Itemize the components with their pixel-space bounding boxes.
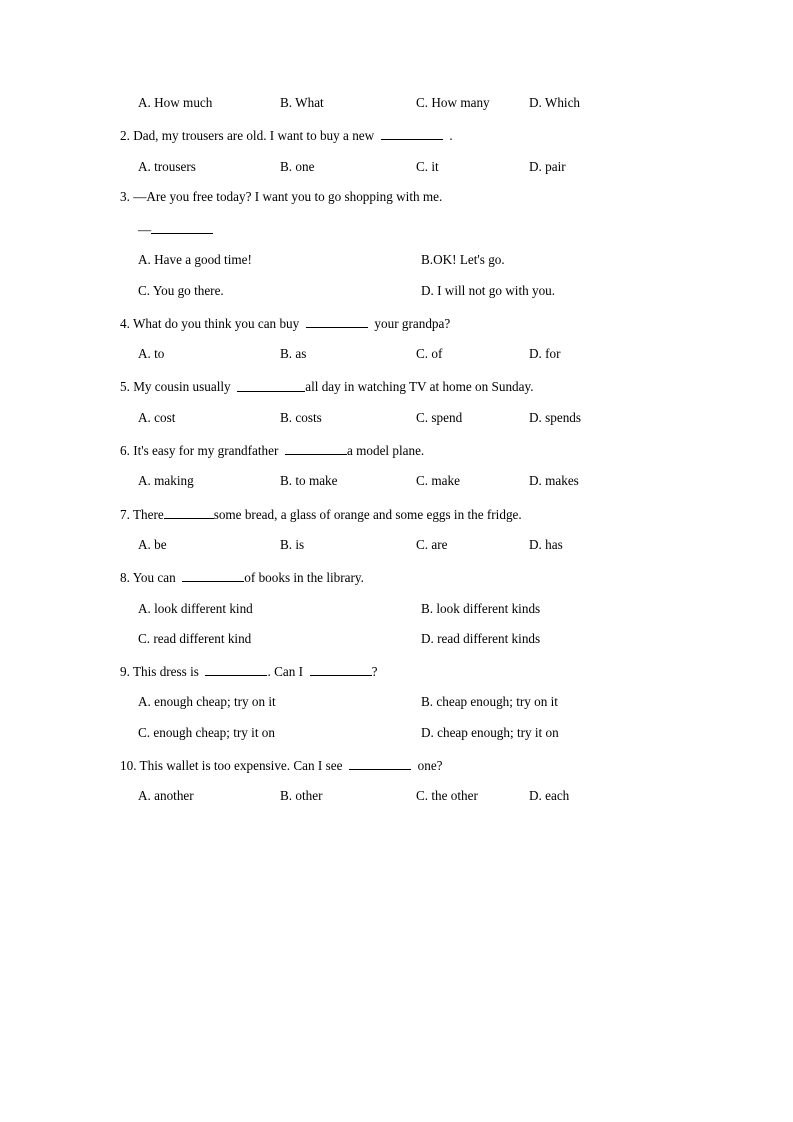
question-6-options [120, 474, 680, 487]
question-5-text-after: all day in watching TV at home on Sunday. [305, 379, 534, 395]
question-9-options-row-2 [120, 726, 680, 739]
question-3-stem [120, 190, 680, 203]
question-4-stem [120, 314, 680, 330]
question-7-text-after: some bread, a glass of orange and some eggs in the fridge. [213, 506, 522, 522]
option-a[interactable]: A. be [138, 536, 167, 552]
option-c[interactable]: C. read different kind [138, 630, 252, 646]
question-8-options-row-1 [120, 602, 680, 615]
question-7-blank[interactable] [164, 505, 214, 519]
option-b[interactable]: B. costs [280, 409, 322, 425]
question-3-answer-line [120, 220, 680, 236]
question-6-stem [120, 441, 680, 457]
option-b[interactable]: B. other [280, 788, 323, 804]
question-5-options [120, 411, 680, 424]
question-7-options [120, 538, 680, 551]
question-8-text-after: of books in the library. [244, 570, 364, 586]
option-d[interactable]: D. each [529, 788, 570, 804]
question-8-options-row-2 [120, 632, 680, 645]
option-a[interactable]: A. look different kind [138, 600, 253, 616]
option-c[interactable]: C. spend [416, 409, 463, 425]
question-6-text-after: a model plane. [346, 443, 425, 459]
question-9-text-middle: . Can I [267, 664, 304, 680]
question-3-text: 3. —Are you free today? I want you to go shopping with me. [120, 188, 443, 204]
option-a[interactable]: A. enough cheap; try on it [138, 694, 276, 710]
option-d[interactable]: D. cheap enough; try it on [421, 724, 559, 740]
option-c[interactable]: C. of [416, 346, 443, 362]
question-5-stem [120, 377, 680, 393]
question-3-blank[interactable] [151, 220, 213, 234]
question-10-text-before: 10. This wallet is too expensive. Can I see [120, 757, 343, 773]
question-10-options [120, 789, 680, 802]
option-c[interactable]: C. enough cheap; try it on [138, 724, 275, 740]
option-d[interactable]: D. pair [529, 158, 566, 174]
question-10-text-after: one? [417, 757, 443, 773]
option-a[interactable]: A. another [138, 788, 194, 804]
question-4-blank[interactable] [306, 314, 368, 328]
question-9-options-row-1 [120, 695, 680, 708]
option-b[interactable]: B. one [280, 158, 315, 174]
option-d[interactable]: D. has [529, 536, 563, 552]
question-10-blank[interactable] [349, 756, 411, 770]
question-9-blank-1[interactable] [205, 662, 267, 676]
question-6-blank[interactable] [285, 441, 347, 455]
option-a[interactable]: A. to [138, 346, 165, 362]
option-b[interactable]: B. to make [280, 473, 338, 489]
option-b[interactable]: B. What [280, 95, 324, 110]
question-9-blank-2[interactable] [310, 662, 372, 676]
option-a[interactable]: A. trousers [138, 158, 196, 174]
question-8-text-before: 8. You can [120, 570, 176, 586]
option-d[interactable]: D. spends [529, 409, 582, 425]
option-b[interactable]: B. look different kinds [421, 600, 541, 616]
option-c[interactable]: C. make [416, 473, 460, 489]
question-3-options-row-2 [120, 284, 680, 297]
option-b[interactable]: B.OK! Let's go. [421, 252, 505, 268]
question-6-text-before: 6. It's easy for my grandfather [120, 443, 279, 459]
question-5-text-before: 5. My cousin usually [120, 379, 231, 395]
question-8-stem [120, 568, 680, 584]
question-2-stem [120, 126, 680, 142]
question-1-options [120, 96, 680, 109]
question-5-blank[interactable] [237, 377, 305, 391]
option-d[interactable]: D. makes [529, 473, 579, 489]
question-2-blank[interactable] [381, 126, 443, 140]
option-c[interactable]: C. the other [416, 788, 478, 804]
question-9-text-after: ? [371, 664, 378, 680]
question-4-text-after: your grandpa? [374, 315, 451, 331]
question-8-blank[interactable] [182, 568, 244, 582]
option-c[interactable]: C. it [416, 158, 439, 174]
option-d[interactable]: D. for [529, 346, 561, 362]
question-2-options [120, 160, 680, 173]
option-d[interactable]: D. Which [529, 95, 581, 110]
option-a[interactable]: A. How much [138, 95, 213, 110]
question-9-stem [120, 662, 680, 678]
question-4-text-before: 4. What do you think you can buy [120, 315, 300, 331]
option-a[interactable]: A. making [138, 473, 194, 489]
question-3-options-row-1 [120, 253, 680, 266]
option-d[interactable]: D. I will not go with you. [421, 282, 556, 298]
option-c[interactable]: C. are [416, 536, 448, 552]
option-b[interactable]: B. as [280, 346, 307, 362]
option-b[interactable]: B. is [280, 536, 305, 552]
question-2-text-after: . [449, 128, 453, 144]
option-d[interactable]: D. read different kinds [421, 630, 541, 646]
question-7-text-before: 7. There [120, 506, 164, 522]
question-9-text-before: 9. This dress is [120, 664, 199, 680]
option-b[interactable]: B. cheap enough; try on it [421, 694, 558, 710]
option-c[interactable]: C. How many [416, 95, 490, 110]
option-a[interactable]: A. cost [138, 409, 176, 425]
option-a[interactable]: A. Have a good time! [138, 252, 252, 268]
question-4-options [120, 347, 680, 360]
question-10-stem [120, 756, 680, 772]
question-3-dash: — [138, 222, 152, 238]
document-body [120, 96, 680, 802]
option-c[interactable]: C. You go there. [138, 282, 224, 298]
question-7-stem [120, 505, 680, 521]
question-2-text-before: 2. Dad, my trousers are old. I want to buy a new [120, 128, 375, 144]
